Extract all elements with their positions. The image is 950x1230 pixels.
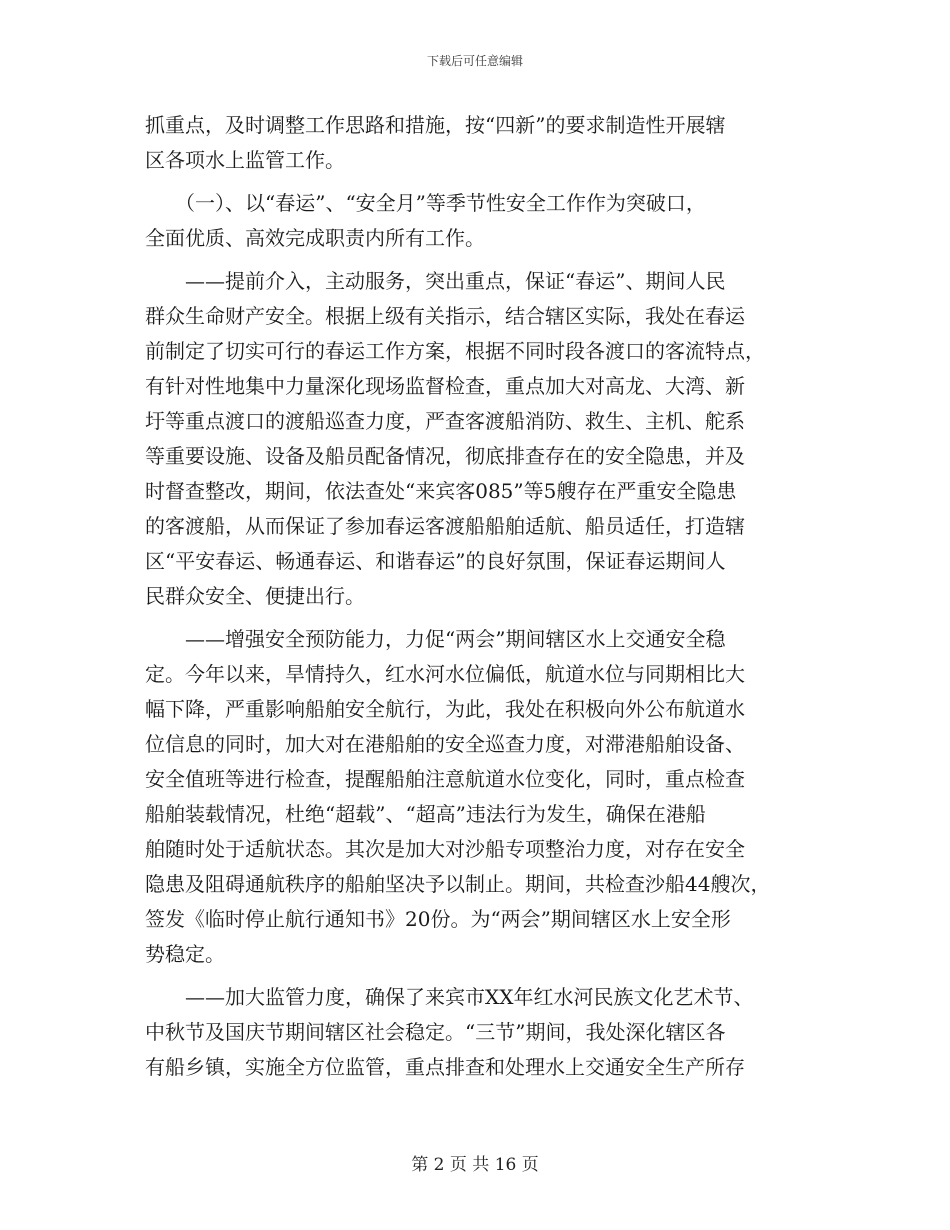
text-line: 中秋节及国庆节期间辖区社会稳定。“三节”期间，我处深化辖区各 — [145, 1020, 726, 1044]
text-line: 的客渡船，从而保证了参加春运客渡船船舶适航、船员适任，打造辖 — [145, 514, 745, 538]
text-line: 有船乡镇，实施全方位监管，重点排查和处理水上交通安全生产所存 — [145, 1055, 745, 1079]
text-line: 定。今年以来，旱情持久，红水河水位偏低，航道水位与同期相比大 — [145, 662, 745, 686]
text-line: 区“平安春运、畅通春运、和谐春运”的良好氛围，保证春运期间人 — [145, 549, 726, 573]
text-line: 有针对性地集中力量深化现场监督检查，重点加大对高龙、大湾、新 — [145, 374, 745, 398]
text-line: （一）、以“春运”、“安全月”等季节性安全工作作为突破口， — [145, 191, 706, 215]
text-line: ——增强安全预防能力，力促“两会”期间辖区水上交通安全稳 — [145, 627, 726, 651]
text-line: 民群众安全、便捷出行。 — [145, 584, 365, 608]
text-line: 时督查整改，期间，依法查处“来宾客085”等5艘存在严重安全隐患 — [145, 479, 737, 503]
text-line: ——提前介入，主动服务，突出重点，保证“春运”、期间人民 — [145, 269, 726, 293]
text-line: 前制定了切实可行的春运工作方案，根据不同时段各渡口的客流特点， — [145, 339, 765, 363]
page-number: 第 2 页 共 16 页 — [411, 1155, 539, 1175]
text-line: 群众生命财产安全。根据上级有关指示，结合辖区实际，我处在春运 — [145, 304, 745, 328]
text-line: 幅下降，严重影响船舶安全航行，为此，我处在积极向外公布航道水 — [145, 697, 745, 721]
document-body — [145, 108, 810, 1085]
page-header: 下载后可任意编辑 — [426, 54, 523, 68]
text-line: 全面优质、高效完成职责内所有工作。 — [145, 226, 485, 250]
text-line: ——加大监管力度，确保了来宾市XX年红水河民族文化艺术节、 — [145, 985, 754, 1009]
text-line: 签发《临时停止航行通知书》20份。为“两会”期间辖区水上安全形 — [145, 907, 731, 931]
text-line: 隐患及阻碍通航秩序的船舶坚决予以制止。期间，共检查沙船44艘次， — [145, 872, 771, 896]
text-line: 抓重点，及时调整工作思路和措施，按“四新”的要求制造性开展辖 — [145, 113, 726, 137]
text-line: 船舶装载情况，杜绝“超载”、“超高”违法行为发生，确保在港船 — [145, 802, 706, 826]
text-line: 位信息的同时，加大对在港船舶的安全巡查力度，对滞港船舶设备、 — [145, 732, 745, 756]
text-line: 区各项水上监管工作。 — [145, 148, 345, 172]
text-line: 舶随时处于适航状态。其次是加大对沙船专项整治力度，对存在安全 — [145, 837, 745, 861]
text-line: 等重要设施、设备及船员配备情况，彻底排查存在的安全隐患，并及 — [145, 444, 745, 468]
text-line: 势稳定。 — [145, 942, 225, 966]
text-line: 安全值班等进行检查，提醒船舶注意航道水位变化，同时，重点检查 — [145, 767, 745, 791]
text-line: 圩等重点渡口的渡船巡查力度，严查客渡船消防、救生、主机、舵系 — [145, 409, 745, 433]
